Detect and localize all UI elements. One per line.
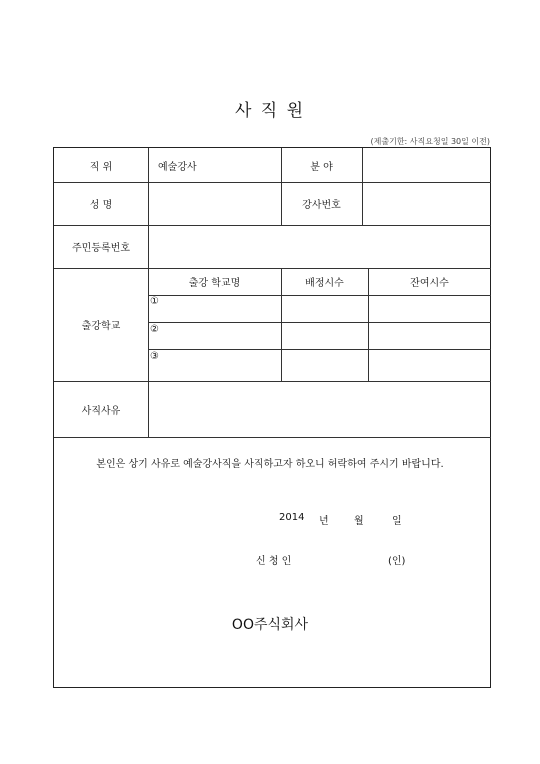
instructor-number-value[interactable] bbox=[362, 182, 491, 225]
date-day-unit: 일 bbox=[392, 516, 402, 527]
school-name-header: 출강 학교명 bbox=[188, 278, 241, 289]
reason-value[interactable] bbox=[148, 381, 491, 437]
position-label: 직 위 bbox=[89, 161, 113, 173]
submission-deadline-note: (제출기한: 사직요청일 30일 이전) bbox=[370, 137, 490, 146]
reason-label: 사직사유 bbox=[81, 405, 121, 417]
company-name: OO주식회사 bbox=[231, 617, 309, 633]
resident-number-label: 주민등록번호 bbox=[72, 243, 130, 254]
school-row-2-marker: ② bbox=[150, 324, 159, 335]
row-divider bbox=[148, 349, 491, 350]
declaration-text: 본인은 상기 사유로 예술강사직을 사직하고자 하오니 허락하여 주시기 바랍니다. bbox=[96, 459, 444, 470]
row-divider bbox=[54, 437, 491, 438]
date-year: 2014 bbox=[279, 512, 305, 523]
assigned-hours-header: 배정시수 bbox=[305, 278, 344, 289]
applicant-label: 신 청 인 bbox=[256, 556, 292, 567]
field-value[interactable] bbox=[362, 148, 491, 182]
date-year-unit: 년 bbox=[319, 516, 329, 527]
field-label: 분 야 bbox=[310, 161, 333, 173]
name-label: 성 명 bbox=[89, 200, 113, 211]
school-row-3-marker: ③ bbox=[150, 351, 159, 362]
applicant-seal: (인) bbox=[388, 556, 406, 567]
row-divider bbox=[148, 295, 491, 296]
document-title: 사 직 원 bbox=[234, 101, 306, 121]
remaining-hours-header: 잔여시수 bbox=[410, 278, 449, 289]
date-month-unit: 월 bbox=[354, 516, 364, 527]
instructor-number-label: 강사번호 bbox=[302, 200, 341, 211]
name-value[interactable] bbox=[148, 182, 281, 225]
school-row-1-marker: ① bbox=[150, 296, 159, 307]
resident-number-value[interactable] bbox=[148, 225, 491, 268]
resignation-form-table bbox=[53, 147, 491, 688]
schools-label: 출강학교 bbox=[81, 321, 121, 332]
row-divider bbox=[148, 322, 491, 323]
position-value: 예술강사 bbox=[158, 161, 197, 173]
